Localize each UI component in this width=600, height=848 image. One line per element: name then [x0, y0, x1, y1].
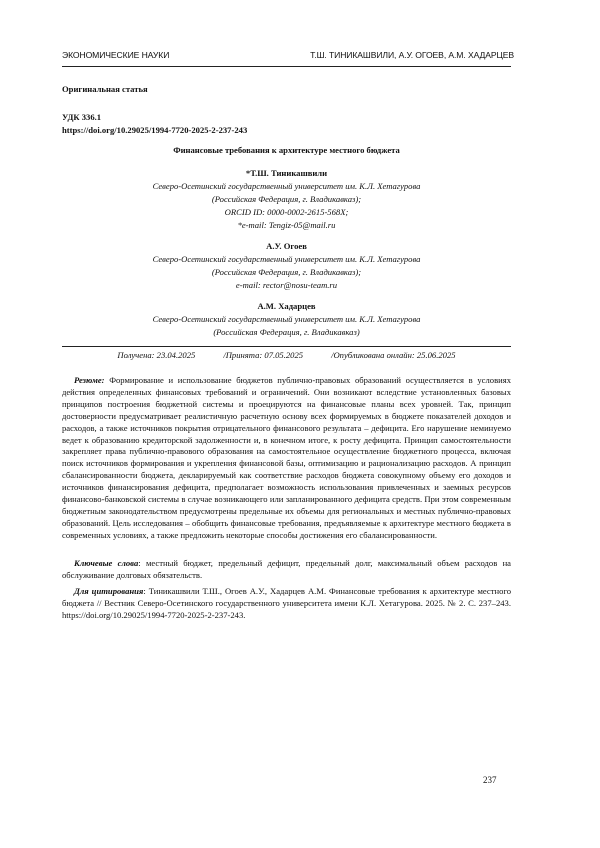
abstract-text: Формирование и использование бюджетов публично-правовых образований осуществляется в условиях действия определенных финансовых требований и ограничений. Они возникают вследствие установленных базовых принципов построения бюджетной системы и проецируются на финансовые планы всех уровней. Так, принцип достоверности предусматривает реалистичную расчетную основу всех формируемых в бюджете показателей доходов и расходов, а также источников покрытия отрицательного финансового результата – дефицита. Его нарушение неминуемо ведет к образованию кредиторской задолженности и, в конечном итоге, к росту дефицита. Принцип самостоятельности закрепляет права публично-правового образования на самостоятельное осуществление бюджетного процесса, включая поиск источников формирования и укрепления финансовой базы, оптимизацию и рационализацию расходов. А принцип сбалансированности бюджета, декларируемый как соответствие расходов бюджета совокупному объему его доходов и источников финансирования дефицита, предполагает возможность использования привлеченных и заемных ресурсов финансово-банковской системы в случае возникающего или запланированного дефицита средств. При этом современным бюджетным законодательством предусмотрены предельные их объемы для региональных и местных публично-правовых образований. Цель исследования – обобщить финансовые требования, предъявляемые к архитектуре местного бюджета в современных условиях, а также предложить некоторые способы достижения его сбалансированности.: [62, 375, 511, 540]
affiliation-line: Северо-Осетинский государственный университет им. К.Л. Хетагурова: [152, 254, 421, 264]
email-line[interactable]: e-mail: rector@nosu-team.ru: [235, 280, 338, 290]
affiliation-line: Северо-Осетинский государственный университет им. К.Л. Хетагурова: [152, 181, 421, 191]
citation-paragraph: [62, 586, 511, 622]
keywords-paragraph: [62, 558, 511, 582]
header-section: ЭКОНОМИЧЕСКИЕ НАУКИ: [62, 50, 170, 60]
citation-text: : Тиникашвили Т.Ш., Огоев А.У., Хадарцев А.М. Финансовые требования к архитектуре местного бюджета // Вестник Северо-Осетинского государственного университета имени К.Л. Хетагурова. 2025. № 2. С. 237–243. https://doi.org/10.29025/1994-7720-2025-2-237-243.: [62, 586, 511, 620]
abstract-paragraph: [62, 375, 511, 542]
page-number: 237: [483, 775, 497, 785]
author-name: *Т.Ш. Тиникашвили: [245, 168, 328, 178]
author-block-1: [62, 167, 511, 232]
keywords-text: : местный бюджет, предельный дефицит, предельный долг, максимальный объем расходов на обслуживание долговых обязательств.: [62, 558, 511, 580]
udk-block: [62, 111, 247, 137]
affiliation-line: (Российская Федерация, г. Владикавказ);: [211, 267, 362, 277]
email-line[interactable]: *e-mail: Tengiz-05@mail.ru: [237, 220, 336, 230]
date-accepted: /Принята: 07.05.2025: [223, 350, 304, 360]
running-header: [62, 50, 514, 60]
keywords-label: Ключевые слова: [74, 558, 139, 568]
date-published: /Опубликована онлайн: 25.06.2025: [331, 350, 456, 360]
publication-dates: [62, 350, 511, 360]
citation-label: Для цитирования: [74, 586, 144, 596]
author-block-3: [62, 300, 511, 339]
udk-code: УДК 336.1: [62, 112, 102, 122]
affiliation-line: (Российская Федерация, г. Владикавказ);: [211, 194, 362, 204]
affiliation-line: (Российская Федерация, г. Владикавказ): [213, 327, 360, 337]
author-name: А.М. Хадарцев: [257, 301, 316, 311]
header-authors: Т.Ш. ТИНИКАШВИЛИ, А.У. ОГОЕВ, А.М. ХАДАРЦЕВ: [310, 50, 514, 60]
author-name: А.У. Огоев: [266, 241, 307, 251]
date-received: Получена: 23.04.2025: [117, 350, 196, 360]
orcid-line: ORCID ID: 0000-0002-2615-568X;: [224, 207, 349, 217]
author-block-2: [62, 240, 511, 292]
header-rule: [62, 66, 511, 67]
article-title: Финансовые требования к архитектуре местного бюджета: [173, 145, 400, 155]
affiliation-line: Северо-Осетинский государственный университет им. К.Л. Хетагурова: [152, 314, 421, 324]
dates-rule: [62, 346, 511, 347]
doi-link[interactable]: https://doi.org/10.29025/1994-7720-2025-2-237-243: [62, 125, 248, 135]
abstract-label: Резюме:: [74, 375, 105, 385]
article-type: Оригинальная статья: [62, 84, 148, 94]
